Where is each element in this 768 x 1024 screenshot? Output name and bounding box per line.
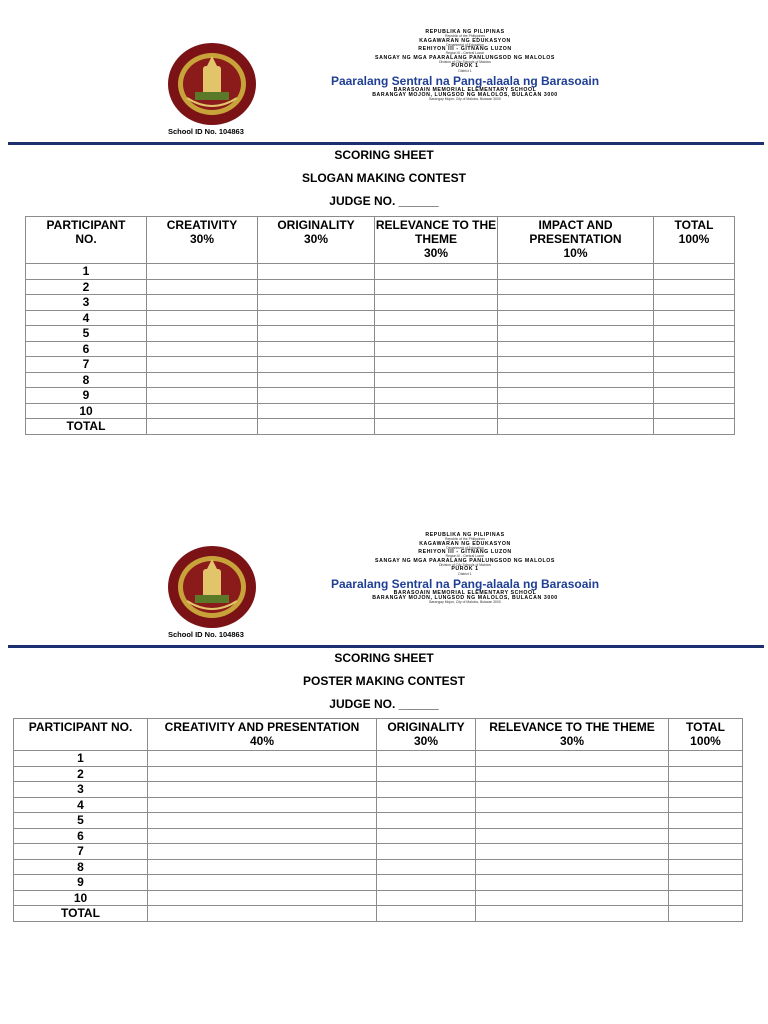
division-line: SANGAY NG MGA PAARALANG PANLUNGSOD NG MALOLOS [375,557,555,564]
score-cell[interactable] [669,890,743,906]
participant-number-cell: 3 [26,295,147,311]
region-sub: Region III - Central Luzon [445,554,485,559]
address-line: BARANGAY MOJON, LUNGSOD NG MALOLOS, BULACAN 3000 [372,595,558,602]
letterhead [300,30,630,102]
table-row [14,813,743,829]
score-cell[interactable] [148,813,377,829]
score-cell[interactable] [148,859,377,875]
score-cell[interactable] [147,279,258,295]
republic-sub: Republic of the Philippines [445,537,485,542]
department-sub: Department of Education [446,545,484,550]
score-cell[interactable] [476,844,669,860]
score-cell[interactable] [498,419,654,435]
table-row [14,875,743,891]
score-cell[interactable] [377,828,476,844]
table-row [26,310,735,326]
column-header-relevance: RELEVANCE TO THE THEME 30% [476,719,669,751]
participant-number-cell: 9 [14,875,148,891]
score-cell[interactable] [654,419,735,435]
score-cell[interactable] [147,419,258,435]
address-line: BARANGAY MOJON, LUNGSOD NG MALOLOS, BULACAN 3000 [372,92,558,99]
score-cell[interactable] [148,890,377,906]
score-cell[interactable] [654,341,735,357]
participant-number-cell: 1 [14,751,148,767]
school-id: School ID No. 104863 [168,630,244,639]
score-cell[interactable] [258,372,375,388]
contest-title: POSTER MAKING CONTEST [302,674,465,688]
table-row [14,766,743,782]
department-line: KAGAWARAN NG EDUKASYON [419,37,511,44]
score-cell[interactable] [147,295,258,311]
score-cell[interactable] [377,813,476,829]
score-cell[interactable] [258,279,375,295]
score-cell[interactable] [147,310,258,326]
school-seal-logo [167,42,257,126]
score-cell[interactable] [377,906,476,922]
school-name-en: BARASOAIN MEMORIAL ELEMENTARY SCHOOL [393,590,537,597]
score-cell[interactable] [476,782,669,798]
score-cell[interactable] [498,372,654,388]
score-cell[interactable] [654,357,735,373]
score-cell[interactable] [375,357,498,373]
participant-number-cell: 8 [26,372,147,388]
participant-number-cell: 9 [26,388,147,404]
score-cell[interactable] [258,388,375,404]
judge-line: JUDGE NO. ______ [329,194,439,208]
participant-number-cell: 6 [14,828,148,844]
participant-number-cell: TOTAL [14,906,148,922]
score-cell[interactable] [654,388,735,404]
score-cell[interactable] [654,310,735,326]
score-cell[interactable] [258,264,375,280]
score-cell[interactable] [377,766,476,782]
table-row [26,341,735,357]
district-line: PUROK 1 [451,566,479,573]
table-row [26,279,735,295]
district-line: PUROK 1 [451,63,479,70]
score-cell[interactable] [669,906,743,922]
region-sub: Region III - Central Luzon [445,51,485,56]
republic-line: REPUBLIKA NG PILIPINAS [425,29,505,35]
slogan-score-table [25,216,735,435]
poster-score-table [13,718,743,922]
participant-number-cell: 6 [26,341,147,357]
school-name: Paaralang Sentral na Pang-alaala ng Barasoain [330,577,600,592]
republic-sub: Republic of the Philippines [445,34,485,39]
table-row [26,326,735,342]
participant-number-cell: 1 [26,264,147,280]
score-cell[interactable] [669,828,743,844]
division-sub: Division of City Schools of Malolos [439,563,491,568]
score-cell[interactable] [148,906,377,922]
score-cell[interactable] [498,264,654,280]
table-row [14,906,743,922]
judge-line: JUDGE NO. ______ [329,697,439,711]
score-cell[interactable] [669,797,743,813]
column-header-impact: IMPACT AND PRESENTATION 10% [498,217,654,264]
division-line: SANGAY NG MGA PAARALANG PANLUNGSOD NG MALOLOS [375,54,555,61]
score-cell[interactable] [258,326,375,342]
score-cell[interactable] [375,295,498,311]
score-cell[interactable] [669,766,743,782]
column-header-total: TOTAL 100% [669,719,743,751]
table-row [14,890,743,906]
score-cell[interactable] [669,859,743,875]
score-cell[interactable] [147,264,258,280]
table-row [26,419,735,435]
header-rule [8,645,764,648]
sheet-title: SCORING SHEET [334,148,434,162]
score-cell[interactable] [147,388,258,404]
score-cell[interactable] [669,782,743,798]
score-cell[interactable] [654,403,735,419]
score-cell[interactable] [375,326,498,342]
score-cell[interactable] [476,751,669,767]
table-row [26,372,735,388]
score-cell[interactable] [476,766,669,782]
column-header-originality: ORIGINALITY 30% [377,719,476,751]
score-cell[interactable] [377,782,476,798]
score-cell[interactable] [375,310,498,326]
score-cell[interactable] [377,859,476,875]
score-cell[interactable] [654,326,735,342]
score-cell[interactable] [375,279,498,295]
column-header-relevance: RELEVANCE TO THE THEME 30% [375,217,498,264]
score-cell[interactable] [375,341,498,357]
table-row [26,388,735,404]
column-header-creativity-presentation: CREATIVITY AND PRESENTATION 40% [148,719,377,751]
score-cell[interactable] [669,751,743,767]
address-sub: Barangay Mojon, City of Malolos, Bulacan 3000 [429,97,501,102]
score-cell[interactable] [375,372,498,388]
department-sub: Department of Education [446,42,484,47]
column-header-participant: PARTICIPANT NO. [14,719,148,751]
score-cell[interactable] [377,875,476,891]
score-cell[interactable] [498,341,654,357]
school-name-en: BARASOAIN MEMORIAL ELEMENTARY SCHOOL [393,87,537,94]
score-cell[interactable] [498,295,654,311]
score-cell[interactable] [258,310,375,326]
participant-number-cell: 10 [26,403,147,419]
table-row [14,828,743,844]
score-cell[interactable] [476,859,669,875]
region-line: REHIYON III - GITNANG LUZON [418,549,512,556]
score-cell[interactable] [148,766,377,782]
address-sub: Barangay Mojon, City of Malolos, Bulacan 3000 [429,600,501,605]
column-header-creativity: CREATIVITY 30% [147,217,258,264]
table-row [14,844,743,860]
table-row [26,264,735,280]
participant-number-cell: 7 [26,357,147,373]
school-id: School ID No. 104863 [168,127,244,136]
school-seal-logo [167,545,257,629]
table-row [26,295,735,311]
division-sub: Division of City Schools of Malolos [439,60,491,65]
score-cell[interactable] [498,310,654,326]
score-cell[interactable] [148,844,377,860]
participant-number-cell: TOTAL [26,419,147,435]
table-row [26,357,735,373]
score-cell[interactable] [147,403,258,419]
score-cell[interactable] [377,797,476,813]
score-cell[interactable] [377,844,476,860]
score-cell[interactable] [498,388,654,404]
score-cell[interactable] [476,890,669,906]
score-cell[interactable] [498,279,654,295]
score-cell[interactable] [654,372,735,388]
score-cell[interactable] [498,357,654,373]
score-cell[interactable] [148,828,377,844]
table-row [14,797,743,813]
score-cell[interactable] [375,388,498,404]
score-cell[interactable] [498,403,654,419]
poster-table-body [14,751,743,922]
department-line: KAGAWARAN NG EDUKASYON [419,540,511,547]
column-header-originality: ORIGINALITY 30% [258,217,375,264]
score-cell[interactable] [258,403,375,419]
score-cell[interactable] [375,403,498,419]
participant-number-cell: 3 [14,782,148,798]
score-cell[interactable] [654,279,735,295]
district-sub: District 1 [458,68,472,73]
score-cell[interactable] [375,419,498,435]
letterhead [300,533,630,605]
score-cell[interactable] [148,751,377,767]
column-header-participant: PARTICIPANT NO. [26,217,147,264]
slogan-table-body [26,264,735,435]
table-row [26,403,735,419]
score-cell[interactable] [147,341,258,357]
column-header-total: TOTAL 100% [654,217,735,264]
district-sub: District 1 [458,571,472,576]
participant-number-cell: 4 [26,310,147,326]
score-cell[interactable] [476,797,669,813]
score-cell[interactable] [147,372,258,388]
participant-number-cell: 10 [14,890,148,906]
score-cell[interactable] [669,844,743,860]
region-line: REHIYON III - GITNANG LUZON [418,46,512,53]
header-rule [8,142,764,145]
score-cell[interactable] [377,751,476,767]
score-cell[interactable] [476,813,669,829]
table-row [14,782,743,798]
score-cell[interactable] [148,875,377,891]
contest-title: SLOGAN MAKING CONTEST [302,171,466,185]
participant-number-cell: 5 [14,813,148,829]
score-cell[interactable] [258,357,375,373]
score-cell[interactable] [258,419,375,435]
score-cell[interactable] [669,875,743,891]
score-cell[interactable] [476,875,669,891]
table-row [14,751,743,767]
score-cell[interactable] [148,782,377,798]
score-cell[interactable] [147,357,258,373]
school-name: Paaralang Sentral na Pang-alaala ng Barasoain [330,74,600,89]
participant-number-cell: 2 [26,279,147,295]
score-cell[interactable] [258,295,375,311]
sheet-title: SCORING SHEET [334,651,434,665]
score-cell[interactable] [654,264,735,280]
participant-number-cell: 5 [26,326,147,342]
score-cell[interactable] [498,326,654,342]
participant-number-cell: 4 [14,797,148,813]
participant-number-cell: 2 [14,766,148,782]
score-cell[interactable] [375,264,498,280]
participant-number-cell: 7 [14,844,148,860]
score-cell[interactable] [258,341,375,357]
table-row [14,859,743,875]
score-cell[interactable] [377,890,476,906]
republic-line: REPUBLIKA NG PILIPINAS [425,532,505,538]
score-cell[interactable] [476,906,669,922]
score-cell[interactable] [669,813,743,829]
score-cell[interactable] [476,828,669,844]
score-cell[interactable] [148,797,377,813]
score-cell[interactable] [147,326,258,342]
participant-number-cell: 8 [14,859,148,875]
score-cell[interactable] [654,295,735,311]
